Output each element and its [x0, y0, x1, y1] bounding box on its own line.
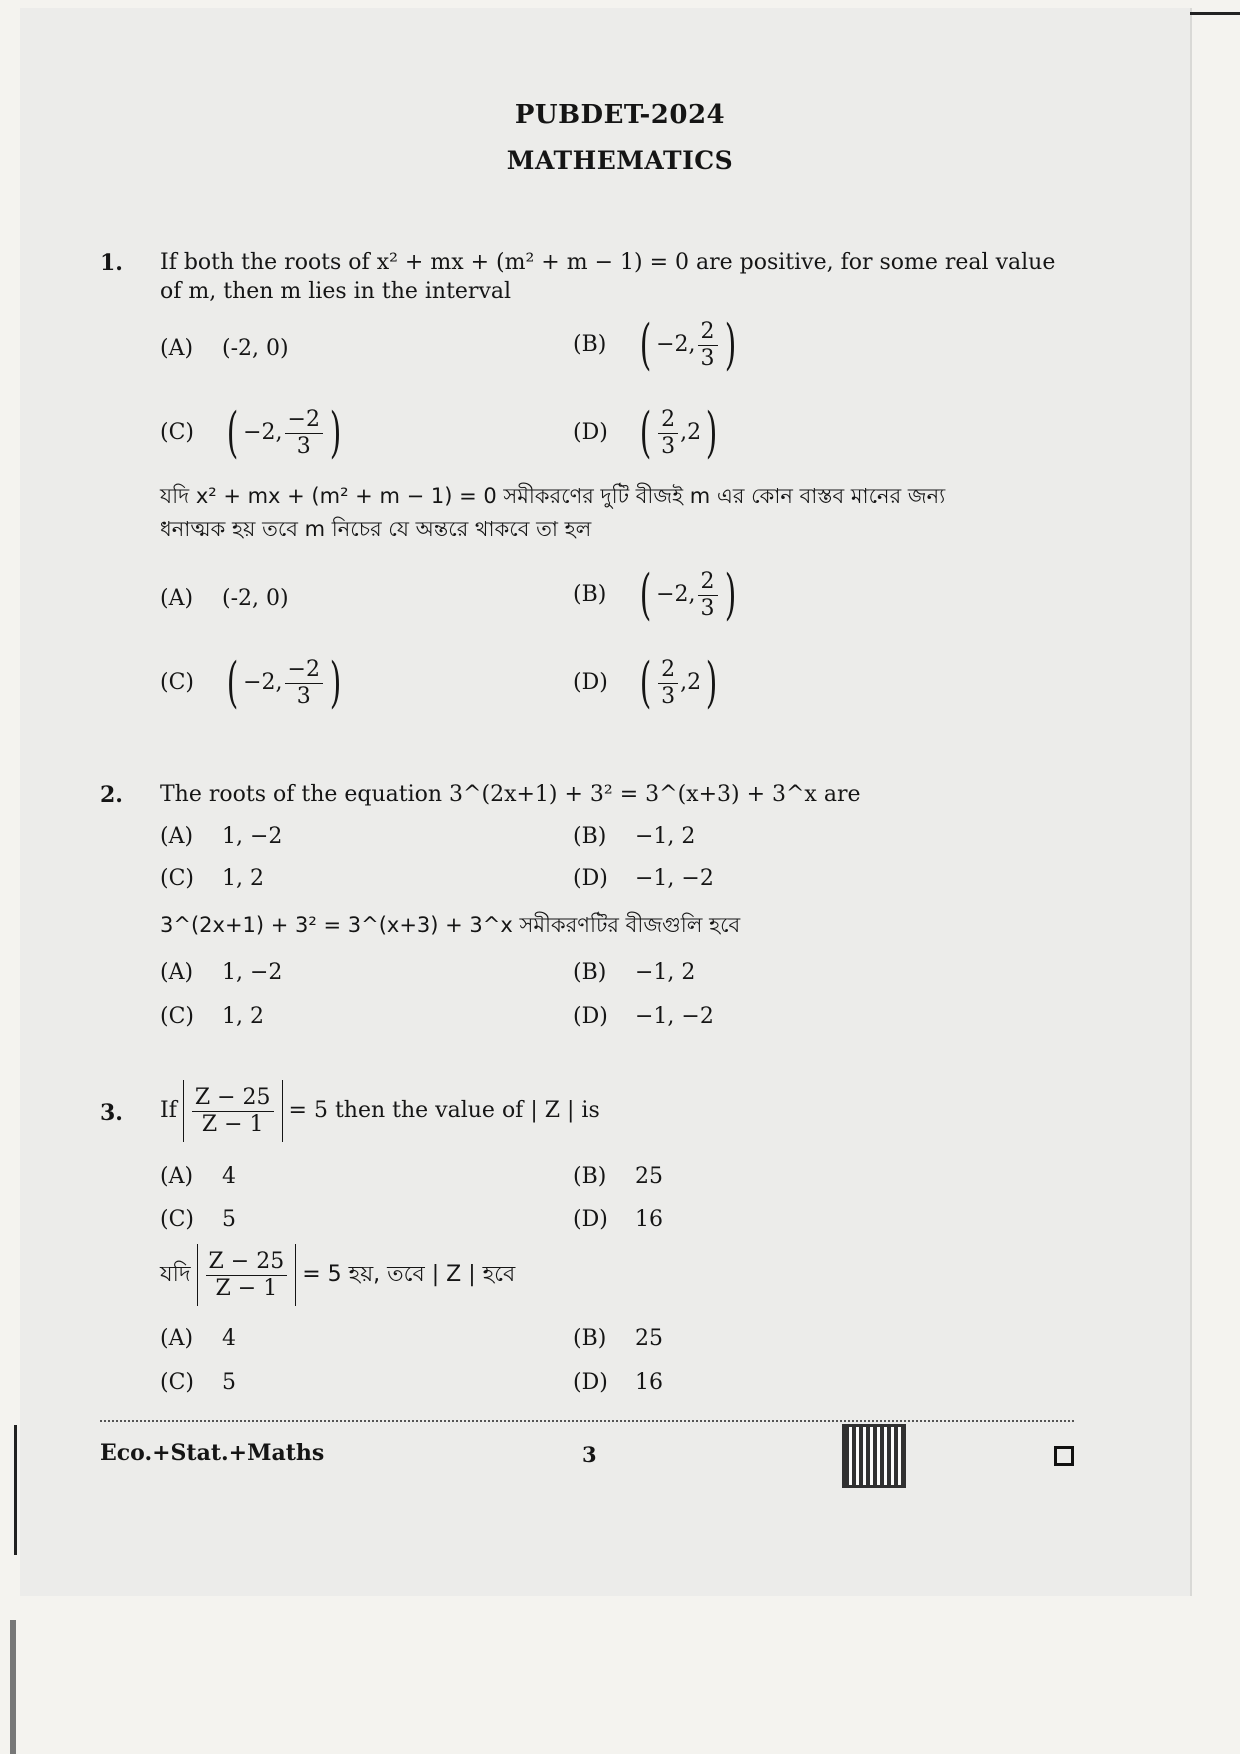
q2-option-a: (A) 1, −2: [160, 824, 283, 849]
q1-option-b: (B) ( −2, $\frac{2}{3}$ ): [573, 313, 736, 376]
question-1-bengali-line1: যদি x² + mx + (m² + m − 1) = 0 সমীকরণের দুটি বীজই m এর কোন বাস্তব মানের জন্য: [160, 484, 946, 508]
q3-bn-option-a: (A) 4: [160, 1326, 236, 1351]
q1-bn-option-d: (D) ( $\frac{2}{3}$ ,2 ): [573, 651, 718, 714]
q3-bn-option-d: (D) 16: [573, 1370, 663, 1395]
q1-bn-option-b: (B) ( −2, $\frac{2}{3}$ ): [573, 563, 736, 626]
question-2-bengali: 3^(2x+1) + 3² = 3^(x+3) + 3^x সমীকরণটির বীজগুলি হবে: [160, 913, 741, 937]
q1-bn-option-c: (C) ( −2, $\frac{-2}{3}$ ): [160, 651, 342, 714]
footer-subject-code: Eco.+Stat.+Maths: [100, 1440, 325, 1466]
q2-option-c: (C) 1, 2: [160, 866, 264, 891]
q2-bn-option-b: (B) −1, 2: [573, 960, 696, 985]
question-1-bengali-line2: ধনাত্মক হয় তবে m নিচের যে অন্তরে থাকবে তা হল: [160, 517, 592, 541]
q3-bn-option-c: (C) 5: [160, 1370, 236, 1395]
scan-edge-mark: [1190, 12, 1240, 15]
page-number: 3: [582, 1442, 597, 1467]
q1-option-c: (C) ( −2, $\frac{-2}{3}$ ): [160, 401, 342, 464]
qr-code-icon: [842, 1424, 906, 1488]
q2-bn-option-c: (C) 1, 2: [160, 1004, 264, 1029]
subject-title: MATHEMATICS: [506, 146, 734, 175]
q3-option-a: (A) 4: [160, 1164, 236, 1189]
q1-option-a: (A) (-2, 0): [160, 336, 289, 361]
q3-bn-option-b: (B) 25: [573, 1326, 663, 1351]
question-1-text-line2: of m, then m lies in the interval: [160, 279, 512, 304]
footer-divider: [100, 1420, 1074, 1422]
question-2-text: The roots of the equation 3^(2x+1) + 3² = 3^(x+3) + 3^x are: [160, 782, 861, 807]
question-3-text: If $\frac{Z - 25}{Z - 1}$ = 5 then the value of | Z | is: [160, 1080, 600, 1142]
corner-square-icon: [1054, 1446, 1074, 1466]
q3-option-d: (D) 16: [573, 1207, 663, 1232]
question-1-text-line1: If both the roots of x² + mx + (m² + m − 1) = 0 are positive, for some real value: [160, 250, 1056, 275]
q3-option-c: (C) 5: [160, 1207, 236, 1232]
question-2-number: 2.: [100, 782, 123, 808]
q1-option-d: (D) ( $\frac{2}{3}$ ,2 ): [573, 401, 718, 464]
question-3-number: 3.: [100, 1100, 123, 1126]
scan-edge-mark: [14, 1425, 17, 1555]
scan-edge-mark: [10, 1620, 16, 1754]
question-1-number: 1.: [100, 250, 123, 276]
question-3-bengali: যদি $\frac{Z - 25}{Z - 1}$ = 5 হয়, তবে | Z | হবে: [160, 1244, 515, 1306]
q1-bn-option-a: (A) (-2, 0): [160, 586, 289, 611]
q2-option-b: (B) −1, 2: [573, 824, 696, 849]
q2-bn-option-d: (D) −1, −2: [573, 1004, 714, 1029]
q2-option-d: (D) −1, −2: [573, 866, 714, 891]
q2-bn-option-a: (A) 1, −2: [160, 960, 283, 985]
exam-title: PUBDET-2024: [514, 100, 726, 130]
q3-option-b: (B) 25: [573, 1164, 663, 1189]
